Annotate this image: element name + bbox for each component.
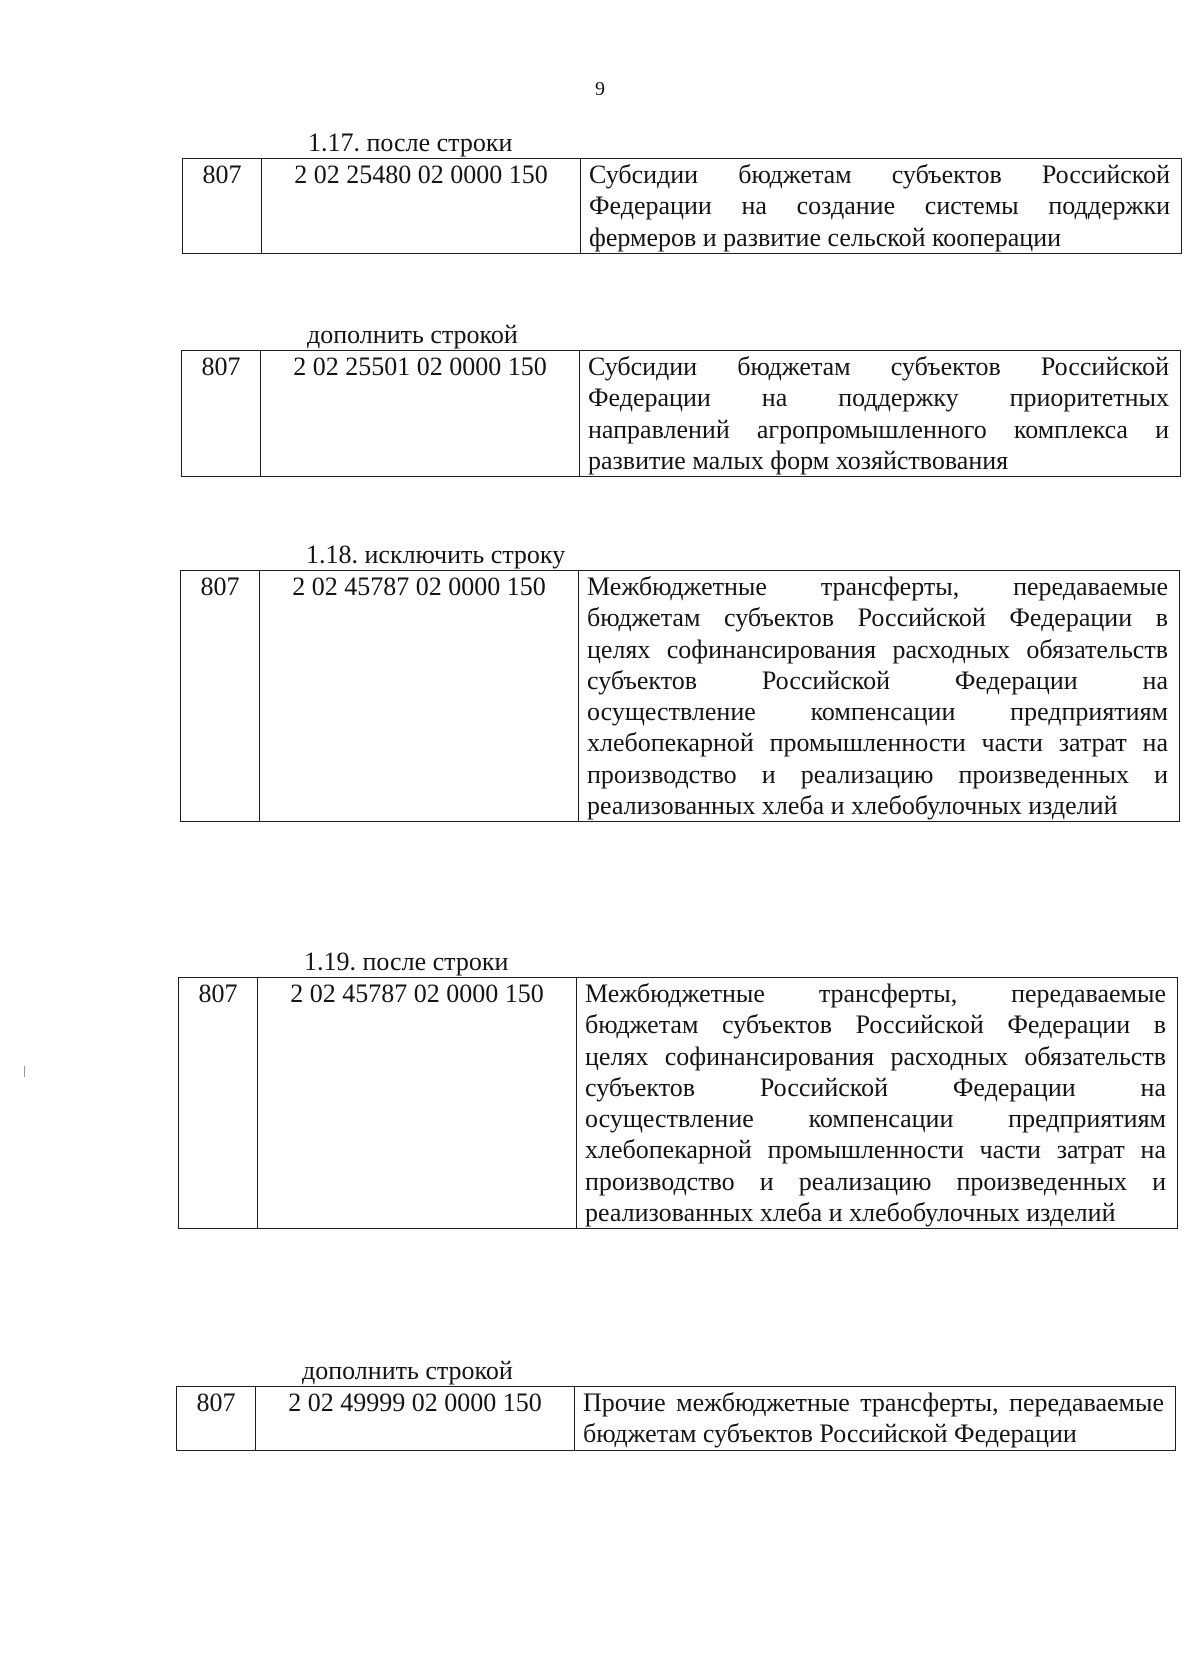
admin-code-cell: 807 xyxy=(183,159,262,254)
page-number: 9 xyxy=(595,78,605,100)
description-cell xyxy=(575,1387,1176,1451)
section-label: 1.18. исключить строку xyxy=(306,540,566,569)
description-text: Межбюджетные трансферты, передаваемые бюджетам субъектов Российской Федерации в целях софинансирования расходных обязательств субъектов Российской Федерации на осуществление компенсации предприятиям хлебопекарной промышленности части затрат на производство и реализацию произведенных и реализованных хлеба и хлебобулочных изделий xyxy=(585,979,1166,1228)
classification-table xyxy=(180,570,1180,822)
description-text: Межбюджетные трансферты, передаваемые бюджетам субъектов Российской Федерации в целях софинансирования расходных обязательств субъектов Российской Федерации на осуществление компенсации предприятиям хлебопекарной промышленности части затрат на производство и реализацию произведенных и реализованных хлеба и хлебобулочных изделий xyxy=(587,572,1168,821)
table-row xyxy=(183,159,1182,254)
section-label: дополнить строкой xyxy=(302,1356,513,1385)
classification-table xyxy=(176,1386,1176,1451)
section-1-18 xyxy=(180,540,1180,822)
table-row xyxy=(179,978,1178,1229)
budget-code-cell: 2 02 25480 02 0000 150 xyxy=(262,159,581,254)
section-label: 1.19. после строки xyxy=(304,947,509,976)
scan-margin-mark xyxy=(24,1066,25,1077)
section-1-17 xyxy=(182,128,1182,254)
admin-code-cell: 807 xyxy=(179,978,258,1229)
description-text: Субсидии бюджетам субъектов Российской Федерации на поддержку приоритетных направлений агропромышленного комплекса и развитие малых форм хозяйствования xyxy=(588,352,1169,475)
table-row xyxy=(182,351,1181,477)
section-label: дополнить строкой xyxy=(307,320,518,349)
admin-code-cell: 807 xyxy=(181,571,260,822)
section-add-row-1 xyxy=(181,320,1181,477)
description-cell xyxy=(580,351,1181,477)
description-text: Прочие межбюджетные трансферты, передаваемые бюджетам субъектов Российской Федерации xyxy=(583,1388,1164,1449)
budget-code-cell: 2 02 25501 02 0000 150 xyxy=(261,351,580,477)
section-1-19 xyxy=(178,947,1178,1229)
admin-code-cell: 807 xyxy=(177,1387,256,1451)
table-row xyxy=(177,1387,1176,1451)
budget-code-cell: 2 02 45787 02 0000 150 xyxy=(260,571,579,822)
classification-table xyxy=(181,350,1181,477)
description-cell xyxy=(579,571,1180,822)
admin-code-cell: 807 xyxy=(182,351,261,477)
description-cell xyxy=(581,159,1182,254)
description-text: Субсидии бюджетам субъектов Российской Федерации на создание системы поддержки фермеров и развитие сельской кооперации xyxy=(589,160,1170,252)
table-row xyxy=(181,571,1180,822)
section-add-row-2 xyxy=(176,1356,1176,1451)
description-cell xyxy=(577,978,1178,1229)
classification-table xyxy=(178,977,1178,1229)
budget-code-cell: 2 02 49999 02 0000 150 xyxy=(256,1387,575,1451)
classification-table xyxy=(182,158,1182,254)
budget-code-cell: 2 02 45787 02 0000 150 xyxy=(258,978,577,1229)
section-label: 1.17. после строки xyxy=(308,128,513,157)
